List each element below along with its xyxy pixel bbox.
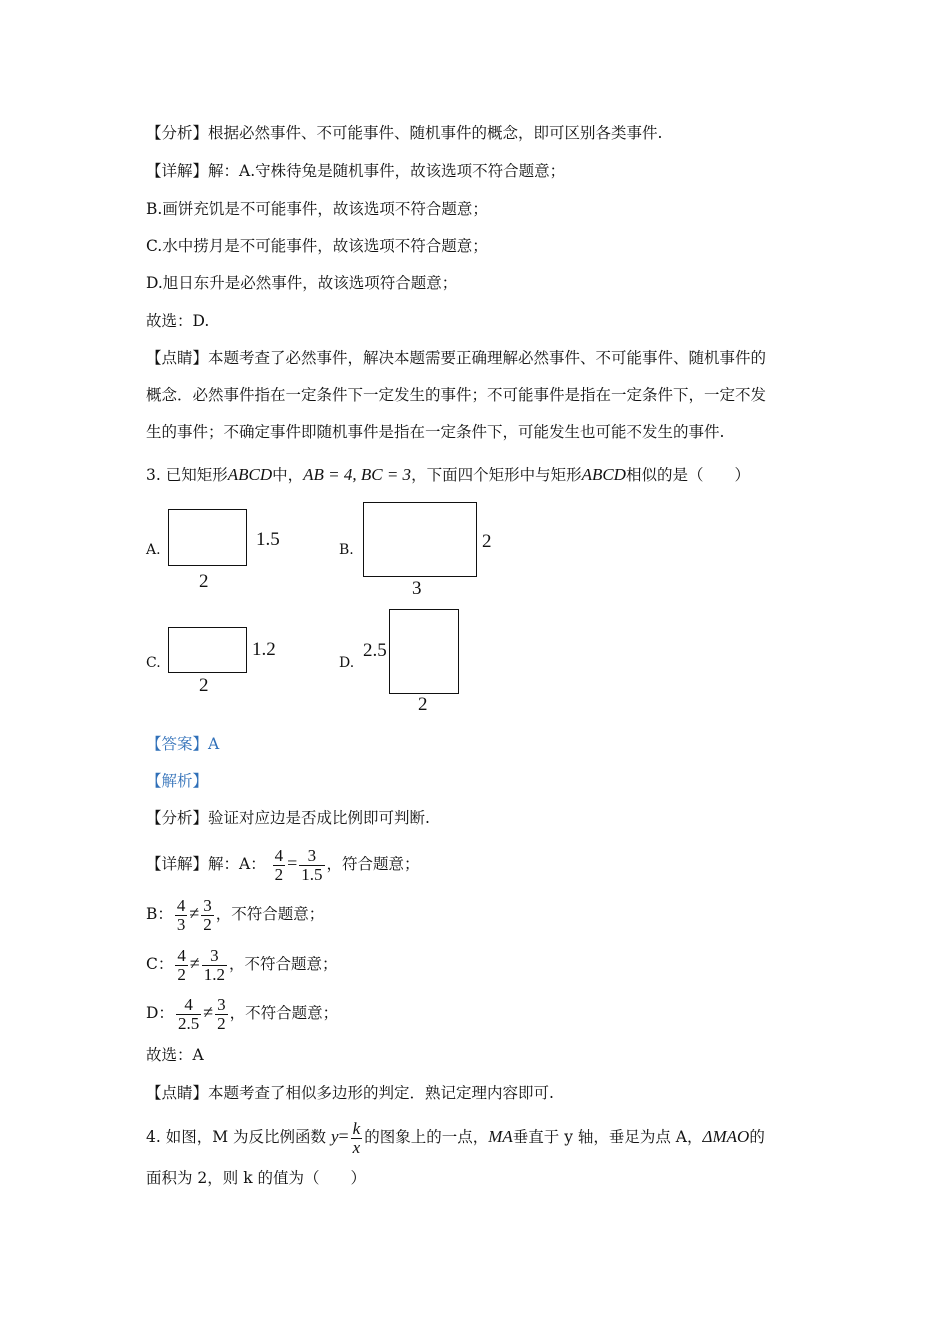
fraction-4-over-2.5: $\frac{4}{2.5}$ [177,994,200,1033]
q3-choice: 故选：A [146,1046,204,1064]
option-d-rectangle [389,609,459,694]
q2-option-b: B.画饼充饥是不可能事件，故该选项不符合题意； [146,200,488,218]
fraction-3-over-1.2: $\frac{3}{1.2}$ [203,945,226,984]
option-b-height: 2 [482,531,492,552]
q2-option-d: D.旭日东升是必然事件，故该选项符合题意； [146,274,458,292]
fraction-4-over-2: $\frac{4}{2}$ [177,945,186,984]
q3-answer: 【答案】A [146,735,220,753]
q2-comment-2: 概念．必然事件指在一定条件下一定发生的事件；不可能事件是指在一定条件下，一定不发 [146,386,767,404]
option-b-label: B. [339,542,354,558]
q2-comment-1: 【点睛】本题考查了必然事件，解决本题需要正确理解必然事件、不可能事件、随机事件的 [146,349,767,367]
option-d-label: D. [339,655,355,671]
option-a-label: A. [146,542,161,558]
fraction-3-over-1.5: $\frac{3}{1.5}$ [301,845,323,884]
option-b-width: 3 [412,578,422,599]
q2-detail: 【详解】解：A.守株待兔是随机事件，故该选项不符合题意； [146,162,566,180]
q2-choice: 故选：D. [146,312,210,330]
q3-detail-d: D： $\frac{4}{2.5}$ ≠ $\frac{3}{2}$ ，不符合题意； [146,994,339,1033]
option-d-height: 2.5 [363,640,387,661]
fraction-3-over-2: $\frac{3}{2}$ [217,994,226,1033]
fraction-3-over-2: $\frac{3}{2}$ [203,895,212,934]
q2-analysis: 【分析】根据必然事件、不可能事件、随机事件的概念，即可区别各类事件. [146,124,663,142]
option-c-label: C. [146,655,161,671]
q3-detail-a: 【详解】解：A： $\frac{4}{2}$ = $\frac{3}{1.5}$ ，符合题意； [146,845,420,884]
fraction-4-over-2: $\frac{4}{2}$ [274,845,284,884]
q3-jiexi: 【解析】 [146,772,209,790]
q3-analysis: 【分析】验证对应边是否成比例即可判断. [146,809,430,827]
option-c-width: 2 [199,675,209,696]
q2-comment-3: 生的事件；不确定事件即随机事件是指在一定条件下，可能发生也可能不发生的事件. [146,423,725,441]
q3-stem: 3. 已知矩形ABCD中，AB = 4, BC = 3，下面四个矩形中与矩形ABCD相似的是（ ） [146,465,750,484]
q2-option-c: C.水中捞月是不可能事件，故该选项不符合题意； [146,237,488,255]
option-c-rectangle [168,627,247,673]
fraction-4-over-3: $\frac{4}{3}$ [176,895,186,934]
option-c-height: 1.2 [252,639,276,660]
q3-comment: 【点睛】本题考查了相似多边形的判定．熟记定理内容即可. [146,1084,554,1102]
q3-detail-b: B： $\frac{4}{3}$ ≠ $\frac{3}{2}$ ，不符合题意； [146,895,325,934]
option-b-rectangle [363,502,477,577]
q4-stem-line2: 面积为 2，则 k 的值为（ ） [146,1169,367,1187]
option-a-width: 2 [199,571,209,592]
q3-detail-c: C： $\frac{4}{2}$ ≠ $\frac{3}{1.2}$ ，不符合题意； [146,945,338,984]
option-d-width: 2 [418,694,428,715]
option-a-height: 1.5 [256,529,280,550]
option-a-rectangle [168,509,247,566]
fraction-k-over-x: $\frac{k}{x}$ [352,1118,361,1157]
q4-stem-line1: 4. 如图，M 为反比例函数 y= $\frac{k}{x}$ 的图象上的一点，MA垂直于 y 轴，垂足为点 A，ΔMAO的 [146,1118,765,1157]
